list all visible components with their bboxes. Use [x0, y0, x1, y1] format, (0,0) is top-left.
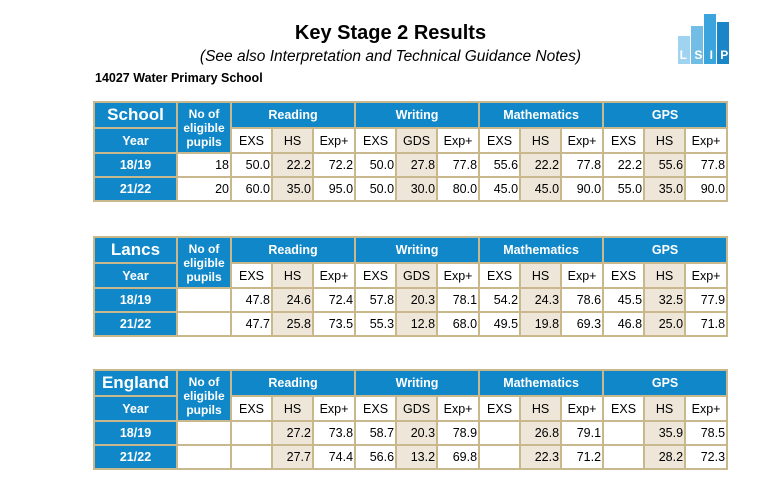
lsip-logo [676, 14, 732, 64]
measure-header: EXS [480, 264, 519, 287]
value-cell: 47.8 [232, 289, 271, 311]
table-name: Lancs [95, 238, 176, 262]
measure-header: EXS [356, 129, 395, 152]
measure-header: Exp+ [686, 264, 726, 287]
measure-header: HS [521, 129, 560, 152]
value-cell: 78.9 [438, 422, 478, 444]
value-cell [480, 422, 519, 444]
value-cell: 46.8 [604, 313, 643, 335]
header-row [95, 103, 726, 127]
value-cell: 22.2 [521, 154, 560, 176]
value-cell: 27.8 [397, 154, 436, 176]
year-cell: 18/19 [95, 422, 176, 444]
value-cell: 58.7 [356, 422, 395, 444]
pupils-column-header: No of eligible pupils [178, 103, 230, 152]
measure-header: Exp+ [438, 129, 478, 152]
value-cell: 45.0 [521, 178, 560, 200]
year-cell: 18/19 [95, 289, 176, 311]
value-cell: 24.3 [521, 289, 560, 311]
table-name: School [95, 103, 176, 127]
results-table-lancs [93, 236, 728, 337]
value-cell: 90.0 [562, 178, 602, 200]
value-cell: 25.8 [273, 313, 312, 335]
value-cell: 80.0 [438, 178, 478, 200]
year-header: Year [95, 264, 176, 287]
measure-header: Exp+ [562, 264, 602, 287]
value-cell: 20.3 [397, 422, 436, 444]
value-cell [480, 446, 519, 468]
logo-letter: S [694, 48, 703, 62]
header-row [95, 238, 726, 262]
value-cell: 25.0 [645, 313, 684, 335]
table-row [95, 313, 726, 335]
measure-header: GDS [397, 397, 436, 420]
measure-header: EXS [232, 397, 271, 420]
value-cell: 12.8 [397, 313, 436, 335]
value-cell: 69.8 [438, 446, 478, 468]
value-cell [604, 422, 643, 444]
subject-header: Reading [232, 371, 354, 395]
logo-letter: I [709, 48, 713, 62]
value-cell: 68.0 [438, 313, 478, 335]
subject-header: Mathematics [480, 238, 602, 262]
pupils-column-header: No of eligible pupils [178, 371, 230, 420]
year-cell: 21/22 [95, 446, 176, 468]
subject-header: Writing [356, 238, 478, 262]
value-cell: 49.5 [480, 313, 519, 335]
value-cell: 73.5 [314, 313, 354, 335]
value-cell: 45.0 [480, 178, 519, 200]
value-cell: 50.0 [232, 154, 271, 176]
measure-header: HS [645, 397, 684, 420]
table-row [95, 422, 726, 444]
year-cell: 21/22 [95, 313, 176, 335]
value-cell: 55.6 [480, 154, 519, 176]
measure-header: HS [521, 264, 560, 287]
page-subtitle: (See also Interpretation and Technical Guidance Notes) [199, 48, 582, 65]
measure-header: Exp+ [686, 129, 726, 152]
measure-header: EXS [232, 264, 271, 287]
measure-header: EXS [480, 397, 519, 420]
results-table-school [93, 101, 728, 202]
measure-header: HS [645, 129, 684, 152]
school-name: 14027 Water Primary School [95, 71, 263, 85]
value-cell: 90.0 [686, 178, 726, 200]
subject-header: Writing [356, 371, 478, 395]
pupils-cell [178, 446, 230, 468]
measure-header: HS [273, 397, 312, 420]
subject-header: Mathematics [480, 371, 602, 395]
value-cell: 71.8 [686, 313, 726, 335]
pupils-cell [178, 289, 230, 311]
value-cell: 35.9 [645, 422, 684, 444]
table-row [95, 289, 726, 311]
measure-header: Exp+ [562, 129, 602, 152]
measure-header: Exp+ [562, 397, 602, 420]
subject-header: GPS [604, 371, 726, 395]
value-cell [232, 422, 271, 444]
measure-header: Exp+ [438, 397, 478, 420]
value-cell: 55.3 [356, 313, 395, 335]
value-cell: 54.2 [480, 289, 519, 311]
value-cell: 13.2 [397, 446, 436, 468]
value-cell: 95.0 [314, 178, 354, 200]
measure-header: Exp+ [438, 264, 478, 287]
page-title: Key Stage 2 Results [294, 22, 487, 44]
value-cell: 55.0 [604, 178, 643, 200]
value-cell: 47.7 [232, 313, 271, 335]
value-cell: 27.2 [273, 422, 312, 444]
value-cell: 72.2 [314, 154, 354, 176]
value-cell: 30.0 [397, 178, 436, 200]
value-cell: 78.6 [562, 289, 602, 311]
subject-header: Reading [232, 238, 354, 262]
value-cell: 55.6 [645, 154, 684, 176]
pupils-cell: 18 [178, 154, 230, 176]
year-header: Year [95, 397, 176, 420]
value-cell: 73.8 [314, 422, 354, 444]
value-cell: 72.3 [686, 446, 726, 468]
subject-header: Mathematics [480, 103, 602, 127]
measure-header: EXS [604, 129, 643, 152]
measure-header: GDS [397, 129, 436, 152]
measure-header: Exp+ [686, 397, 726, 420]
value-cell: 28.2 [645, 446, 684, 468]
value-cell: 77.9 [686, 289, 726, 311]
value-cell: 22.2 [604, 154, 643, 176]
table-row [95, 178, 726, 200]
value-cell: 26.8 [521, 422, 560, 444]
value-cell: 78.5 [686, 422, 726, 444]
value-cell: 56.6 [356, 446, 395, 468]
results-table-england [93, 369, 728, 470]
value-cell: 19.8 [521, 313, 560, 335]
value-cell: 45.5 [604, 289, 643, 311]
measure-header: GDS [397, 264, 436, 287]
value-cell: 77.8 [438, 154, 478, 176]
value-cell: 74.4 [314, 446, 354, 468]
value-cell: 50.0 [356, 154, 395, 176]
measure-header: EXS [604, 264, 643, 287]
year-cell: 18/19 [95, 154, 176, 176]
value-cell: 35.0 [273, 178, 312, 200]
pupils-cell [178, 313, 230, 335]
pupils-cell [178, 422, 230, 444]
table-row [95, 446, 726, 468]
subject-header: Writing [356, 103, 478, 127]
measure-header: Exp+ [314, 129, 354, 152]
value-cell: 71.2 [562, 446, 602, 468]
value-cell: 69.3 [562, 313, 602, 335]
value-cell: 78.1 [438, 289, 478, 311]
value-cell: 60.0 [232, 178, 271, 200]
table-name: England [95, 371, 176, 395]
value-cell: 72.4 [314, 289, 354, 311]
value-cell [604, 446, 643, 468]
year-cell: 21/22 [95, 178, 176, 200]
header-row [95, 371, 726, 395]
measure-header: HS [273, 264, 312, 287]
value-cell: 77.8 [562, 154, 602, 176]
table-row [95, 154, 726, 176]
value-cell: 22.3 [521, 446, 560, 468]
measure-header: HS [645, 264, 684, 287]
measure-header: EXS [604, 397, 643, 420]
value-cell: 27.7 [273, 446, 312, 468]
subject-header: GPS [604, 238, 726, 262]
value-cell: 57.8 [356, 289, 395, 311]
value-cell: 32.5 [645, 289, 684, 311]
logo-letter: L [679, 48, 687, 62]
measure-header: EXS [480, 129, 519, 152]
subject-header: GPS [604, 103, 726, 127]
pupils-column-header: No of eligible pupils [178, 238, 230, 287]
measure-header: HS [521, 397, 560, 420]
year-header: Year [95, 129, 176, 152]
logo-letter: P [720, 48, 729, 62]
measure-header: Exp+ [314, 264, 354, 287]
pupils-cell: 20 [178, 178, 230, 200]
measure-header: Exp+ [314, 397, 354, 420]
measure-header: EXS [232, 129, 271, 152]
value-cell: 24.6 [273, 289, 312, 311]
value-cell: 22.2 [273, 154, 312, 176]
value-cell: 20.3 [397, 289, 436, 311]
measure-header: EXS [356, 397, 395, 420]
measure-header: EXS [356, 264, 395, 287]
value-cell: 77.8 [686, 154, 726, 176]
measure-header: HS [273, 129, 312, 152]
subject-header: Reading [232, 103, 354, 127]
value-cell: 35.0 [645, 178, 684, 200]
value-cell: 50.0 [356, 178, 395, 200]
logo-letters [676, 48, 732, 62]
value-cell [232, 446, 271, 468]
value-cell: 79.1 [562, 422, 602, 444]
